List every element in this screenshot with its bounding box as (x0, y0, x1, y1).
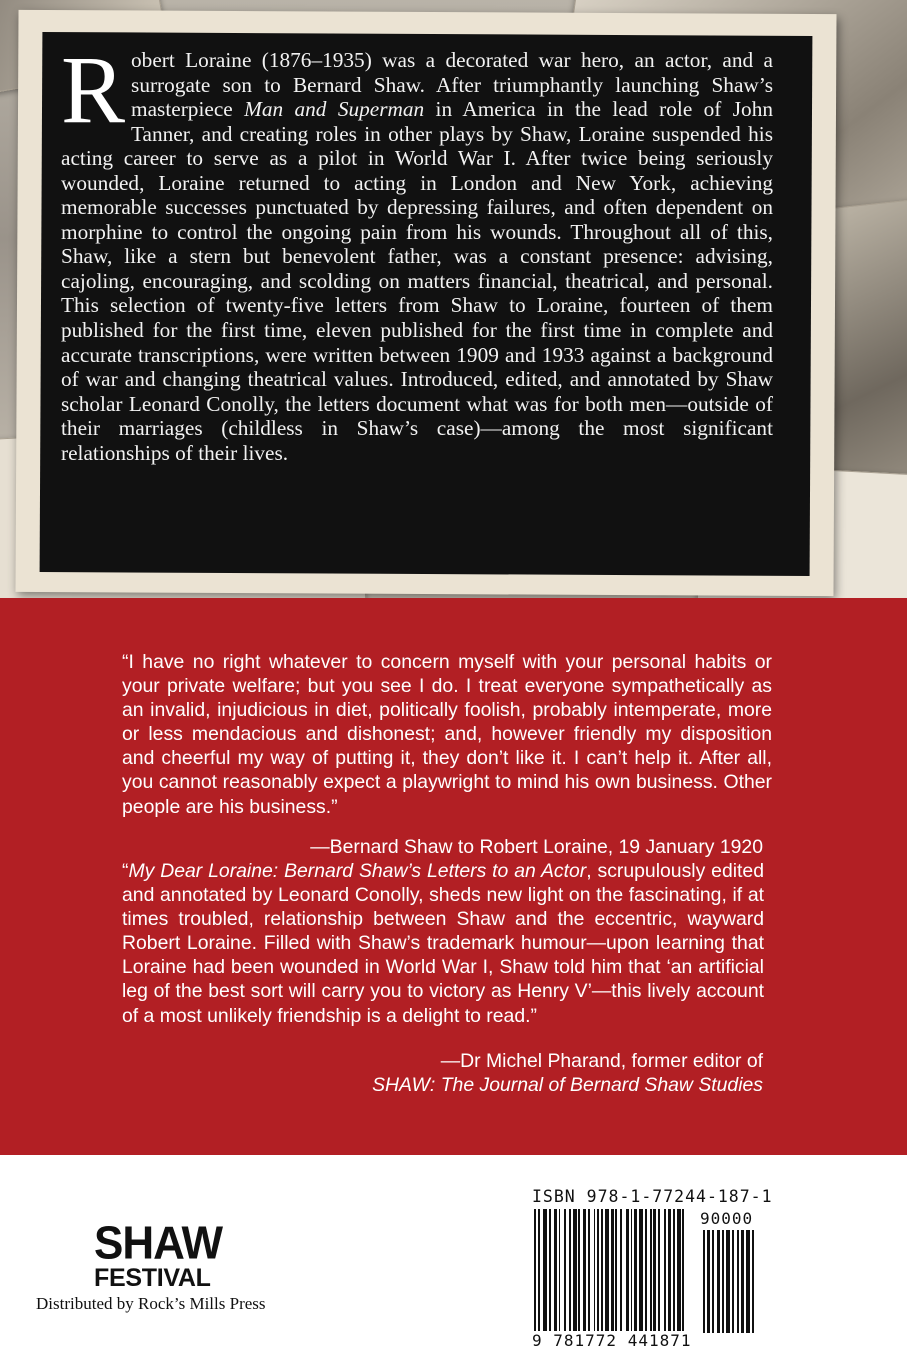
logo-line-1: SHAW (94, 1217, 222, 1270)
isbn-label: ISBN 978-1-77244-187-1 (532, 1187, 773, 1206)
distributor-credit: Distributed by Rock’s Mills Press (36, 1294, 266, 1313)
review-text: , scrupulously edited and annotated by Leonard Conolly, sheds new light on the fascinating, if at times troubled, relationship between Shaw and the eccentric, wayward Robert Loraine. Filled with Shaw’s trademark humour—upon learning that Loraine had been wounded in World War I, Shaw told him that ‘an artificial leg of the best sort will carry you to victory as Henry V’—this lively account of a most unlikely friendship is a delight to read.” (122, 860, 764, 1027)
shaw-festival-logo (94, 1217, 222, 1292)
logo-line-2: FESTIVAL (94, 1264, 211, 1292)
synopsis-play-title: Man and Superman (244, 97, 425, 122)
addon-barcode (703, 1230, 765, 1333)
shaw-quote-attribution: —Bernard Shaw to Robert Loraine, 19 January 1920 (310, 836, 763, 858)
review-open-quote: “ (122, 860, 129, 882)
barcode-stripe (752, 1230, 754, 1333)
review-attribution-name: —Dr Michel Pharand, former editor of (440, 1050, 763, 1072)
drop-cap: R (61, 36, 126, 143)
shaw-quote: “I have no right whatever to concern myself with your personal habits or your private welfare; but you see I do. I treat everyone sympathetically as an invalid, injudicious in diet, politically foolish, probably intemperate, more or less mendacious and dishonest; and, however friendly my disposition and cheerful my way of putting it, they don’t like it. I can’t help it. After all, you cannot reasonably expect a playwright to mind his own business. Other people are his business.” (122, 651, 772, 818)
review-attribution-journal: SHAW: The Journal of Bernard Shaw Studies (372, 1074, 763, 1096)
synopsis-text-2: in America in the lead role of John Tanner, and creating roles in other plays by Shaw, Loraine suspended his acting career to serve as a pilot in World War I. After twice being seriously wounded, Loraine returned to acting in London and New York, achieving memorable successes punctuated by depressing failures, and often dependent on morphine to control the ongoing pain from his wounds. Throughout all of this, Shaw, like a stern but benevolent father, was a constant presence: advising, cajoling, encouraging, and scolding on matters financial, theatrical, and personal. This selection of twenty-five letters from Shaw to Loraine, fourteen of them published for the first time, eleven published for the first time in complete and accurate transcriptions, were written between 1909 and 1933 against a background of war and changing theatrical values. Introduced, edited, and annotated by Shaw scholar Leonard Conolly, the letters document what was for both men—outside of their marriages (childless in Shaw’s case)—among the most significant relationships of their lives. (61, 97, 773, 465)
barcode-stripe (684, 1209, 686, 1333)
review-quote (122, 859, 764, 1028)
book-synopsis (61, 36, 773, 465)
synopsis-text-1: obert Loraine (1876–1935) was a decorated war hero, an actor, and a surrogate son to Bernard Shaw. After triumphantly launching Shaw’s masterpiece (131, 48, 773, 122)
ean-barcode (534, 1209, 696, 1333)
barcode-addon-number: 90000 (700, 1209, 754, 1228)
barcode-number: 9 781772 441871 (532, 1331, 692, 1350)
review-book-title: My Dear Loraine: Bernard Shaw’s Letters to an Actor (128, 860, 587, 882)
